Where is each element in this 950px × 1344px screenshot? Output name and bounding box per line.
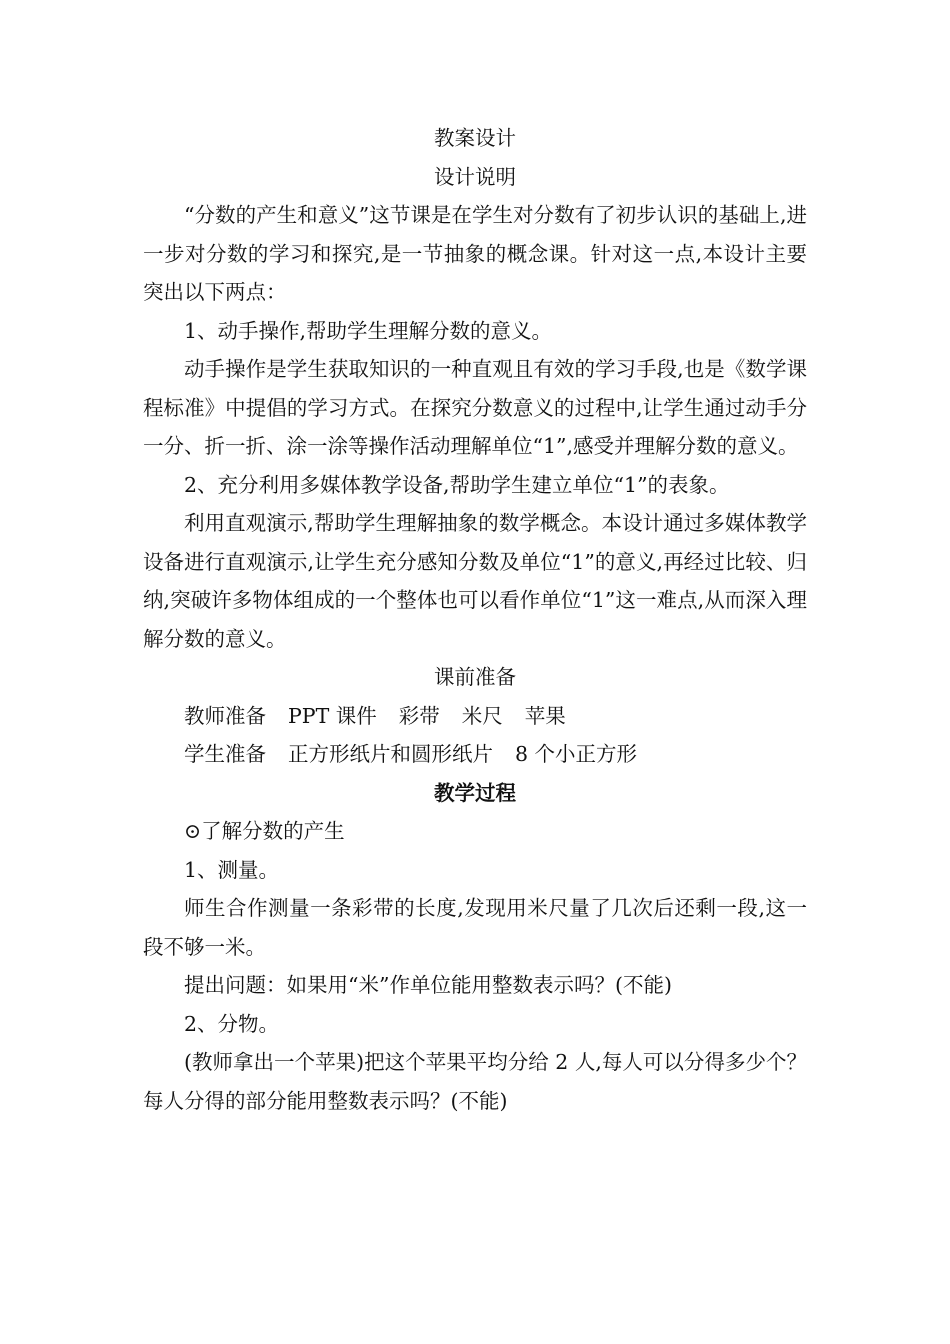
process-heading: 教学过程 <box>434 780 516 805</box>
student-prep-item: 8 个小正方形 <box>515 742 638 766</box>
teacher-prep-label: 教师准备 <box>184 703 266 728</box>
teacher-prep-item: 米尺 <box>461 703 503 728</box>
student-prep-item: 正方形纸片和圆形纸片 <box>288 742 493 766</box>
student-prep-label: 学生准备 <box>184 742 266 766</box>
point1-title: 1、动手操作,帮助学生理解分数的意义。 <box>184 318 553 343</box>
step1-title: 1、测量。 <box>184 857 280 882</box>
teacher-prep-item: 彩带 <box>398 703 440 728</box>
document-page <box>143 119 807 1120</box>
step2-body: (教师拿出一个苹果)把这个苹果平均分给 2 人,每人可以分得多少个？每人分得的部分能用整数表示吗？(不能) <box>143 1050 807 1113</box>
teacher-preparation <box>143 697 807 736</box>
point1-body: 动手操作是学生获取知识的一种直观且有效的学习手段,也是《数学课程标准》中提倡的学习方式。在探究分数意义的过程中,让学生通过动手分一分、折一折、涂一涂等操作活动理解单位“1”,感受并理解分数的意义。 <box>143 357 807 458</box>
step1-question: 提出问题：如果用“米”作单位能用整数表示吗？(不能) <box>184 973 672 997</box>
design-note-heading: 设计说明 <box>434 164 516 189</box>
section-heading: ⊙了解分数的产生 <box>184 819 345 843</box>
student-preparation <box>143 735 807 774</box>
design-note-intro: “分数的产生和意义”这节课是在学生对分数有了初步认识的基础上,进一步对分数的学习和探究,是一节抽象的概念课。针对这一点,本设计主要突出以下两点： <box>143 203 807 304</box>
step2-title: 2、分物。 <box>184 1011 280 1036</box>
preparation-heading: 课前准备 <box>434 665 516 689</box>
teacher-prep-item: 苹果 <box>524 703 566 728</box>
teacher-prep-item: PPT 课件 <box>288 703 377 728</box>
document-title: 教案设计 <box>434 126 516 150</box>
step1-body: 师生合作测量一条彩带的长度,发现用米尺量了几次后还剩一段,这一段不够一米。 <box>143 896 807 959</box>
point2-title: 2、充分利用多媒体教学设备,帮助学生建立单位“1”的表象。 <box>184 472 730 497</box>
point2-body: 利用直观演示,帮助学生理解抽象的数学概念。本设计通过多媒体教学设备进行直观演示,让学生充分感知分数及单位“1”的意义,再经过比较、归纳,突破许多物体组成的一个整体也可以看作单位“1”这一难点,从而深入理解分数的意义。 <box>143 511 807 651</box>
